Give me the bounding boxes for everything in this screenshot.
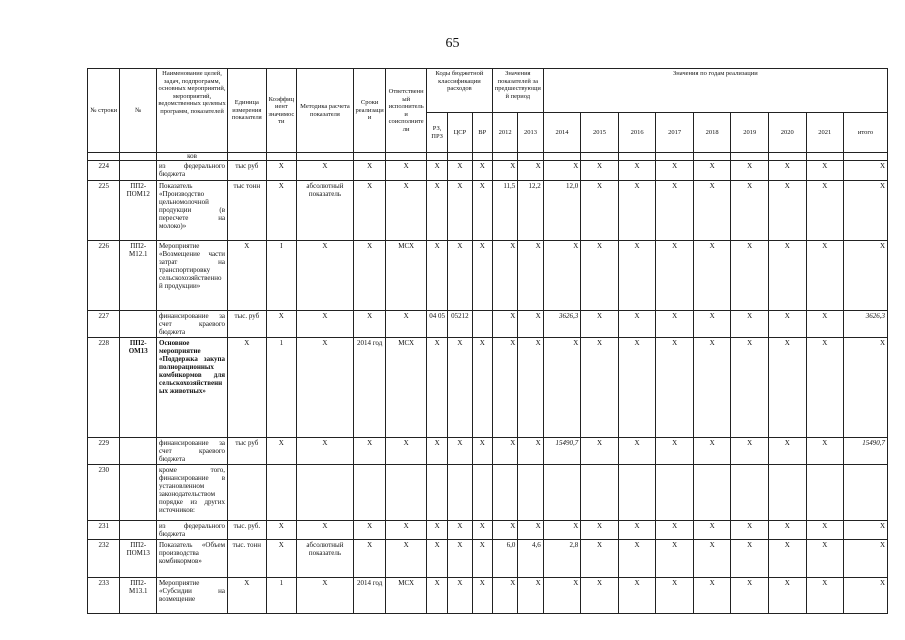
cell-rz: X <box>426 241 447 311</box>
cell-v2019: X <box>731 161 769 181</box>
cell-unit: тыс тонн <box>228 181 267 241</box>
table-row <box>88 311 888 338</box>
header-2021: 2021 <box>806 113 844 153</box>
cell-v2020: X <box>768 338 806 438</box>
cell-v2018: X <box>693 438 731 465</box>
page-number: 65 <box>445 36 460 51</box>
cell-v2013: X <box>518 438 543 465</box>
cell-v2015: X <box>581 311 619 338</box>
cell-v2015: X <box>581 540 619 578</box>
header-total: итого <box>844 113 888 153</box>
cell-v2014: 12,0 <box>543 181 581 241</box>
cell-method: X <box>297 311 354 338</box>
cell-v2013: 12,2 <box>518 181 543 241</box>
cell-code <box>120 521 157 540</box>
header-years: Значения по годам реализации <box>543 69 887 113</box>
cell-vr <box>472 311 492 338</box>
cell-vr: X <box>472 578 492 614</box>
cell-v2017: X <box>656 540 694 578</box>
header-num: № <box>120 69 157 153</box>
cell-vr: X <box>472 338 492 438</box>
cell-coef: X <box>266 181 296 241</box>
cell-unit: X <box>228 338 267 438</box>
cell-rz: X <box>426 338 447 438</box>
cell-total: X <box>844 181 888 241</box>
header-row-tail <box>88 153 888 161</box>
cell-coef: X <box>266 540 296 578</box>
cell-v2020: X <box>768 181 806 241</box>
cell-v2015: X <box>581 338 619 438</box>
cell-v2016: X <box>618 521 656 540</box>
table-row <box>88 161 888 181</box>
cell-resp: X <box>386 161 427 181</box>
header-row-top <box>88 69 888 113</box>
cell-terms: X <box>353 181 385 241</box>
cell-n: 225 <box>88 181 120 241</box>
cell-v2014: X <box>543 578 581 614</box>
cell-v2018 <box>693 465 731 521</box>
cell-terms: X <box>353 540 385 578</box>
cell-v2016 <box>618 465 656 521</box>
cell-method <box>297 465 354 521</box>
cell-name: Мероприятие «Возмещение части затрат на транспортировку сельскохозяйственной продукции» <box>157 241 228 311</box>
cell-v2017: X <box>656 578 694 614</box>
header-2020: 2020 <box>768 113 806 153</box>
cell-n: 232 <box>88 540 120 578</box>
cell-v2013: 4,6 <box>518 540 543 578</box>
cell-v2012: 11,5 <box>492 181 517 241</box>
cell-v2015: X <box>581 521 619 540</box>
cell-unit: X <box>228 241 267 311</box>
cell-v2016: X <box>618 578 656 614</box>
cell-n: 224 <box>88 161 120 181</box>
table-row <box>88 540 888 578</box>
cell-rz: X <box>426 438 447 465</box>
table-row <box>88 241 888 311</box>
cell-v2019: X <box>731 521 769 540</box>
cell-v2020 <box>768 465 806 521</box>
cell-total: X <box>844 338 888 438</box>
cell-rz: X <box>426 161 447 181</box>
header-coef: Коэффициент значимости <box>266 69 296 153</box>
cell-coef: 1 <box>266 338 296 438</box>
cell-v2012: X <box>492 438 517 465</box>
cell-vr: X <box>472 540 492 578</box>
cell-unit: тыс. руб. <box>228 521 267 540</box>
cell-v2018: X <box>693 338 731 438</box>
cell-v2017: X <box>656 338 694 438</box>
cell-v2012: 6,0 <box>492 540 517 578</box>
cell-v2013: X <box>518 338 543 438</box>
cell-v2017: X <box>656 161 694 181</box>
cell-resp: X <box>386 438 427 465</box>
cell-v2021: X <box>806 241 844 311</box>
cell-v2014: X <box>543 241 581 311</box>
cell-vr: X <box>472 438 492 465</box>
cell-v2015 <box>581 465 619 521</box>
cell-n: 229 <box>88 438 120 465</box>
table-row <box>88 521 888 540</box>
cell-n: 231 <box>88 521 120 540</box>
cell-vr: X <box>472 161 492 181</box>
cell-v2017: X <box>656 311 694 338</box>
cell-coef: X <box>266 311 296 338</box>
cell-v2018: X <box>693 161 731 181</box>
cell-coef: X <box>266 521 296 540</box>
cell-resp <box>386 465 427 521</box>
header-codes: Коды бюджетной классификации расходов <box>426 69 492 113</box>
header-2013: 2013 <box>518 113 543 153</box>
cell-total <box>844 465 888 521</box>
cell-v2018: X <box>693 241 731 311</box>
cell-terms: X <box>353 438 385 465</box>
header-method: Методика расчета показателя <box>297 69 354 153</box>
cell-n: 227 <box>88 311 120 338</box>
cell-coef: X <box>266 161 296 181</box>
cell-v2019: X <box>731 540 769 578</box>
cell-coef: X <box>266 438 296 465</box>
cell-v2016: X <box>618 161 656 181</box>
cell-code: ПП2-ПОМ12 <box>120 181 157 241</box>
cell-v2020: X <box>768 438 806 465</box>
cell-unit: тыс. тонн <box>228 540 267 578</box>
cell-rz: X <box>426 578 447 614</box>
cell-rz <box>426 465 447 521</box>
table-row <box>88 465 888 521</box>
cell-total: X <box>844 540 888 578</box>
cell-method: абсолютный показатель <box>297 540 354 578</box>
cell-unit: тыс руб <box>228 438 267 465</box>
cell-vr: X <box>472 521 492 540</box>
header-2017: 2017 <box>656 113 694 153</box>
cell-v2013: X <box>518 521 543 540</box>
cell-n: 230 <box>88 465 120 521</box>
cell-v2019 <box>731 465 769 521</box>
cell-name: Показатель «Объем производства комбикормов» <box>157 540 228 578</box>
cell-vr <box>472 465 492 521</box>
cell-v2017: X <box>656 521 694 540</box>
cell-coef: I <box>266 241 296 311</box>
cell-v2021: X <box>806 578 844 614</box>
table-row <box>88 578 888 614</box>
table-row <box>88 438 888 465</box>
cell-v2017: X <box>656 438 694 465</box>
cell-v2016: X <box>618 241 656 311</box>
cell-v2020: X <box>768 578 806 614</box>
cell-name: Основное мероприятие «Поддержка закупа полнорационных комбикормов для сельскохозяйственных животных» <box>157 338 228 438</box>
cell-coef: 1 <box>266 578 296 614</box>
cell-v2013: X <box>518 161 543 181</box>
header-2014: 2014 <box>543 113 581 153</box>
cell-v2014: X <box>543 161 581 181</box>
cell-v2018: X <box>693 311 731 338</box>
cell-vr: X <box>472 241 492 311</box>
cell-rz: 04 05 <box>426 311 447 338</box>
cell-unit: тыс. руб <box>228 311 267 338</box>
cell-v2021 <box>806 465 844 521</box>
cell-name: из федерального бюджета <box>157 521 228 540</box>
cell-v2021: X <box>806 521 844 540</box>
cell-code <box>120 161 157 181</box>
cell-v2012: X <box>492 578 517 614</box>
cell-v2016: X <box>618 181 656 241</box>
header-2012: 2012 <box>492 113 517 153</box>
cell-name: Мероприятие «Субсидии на возмещение <box>157 578 228 614</box>
cell-csr: X <box>448 521 472 540</box>
cell-v2018: X <box>693 181 731 241</box>
cell-v2015: X <box>581 181 619 241</box>
cell-v2012 <box>492 465 517 521</box>
cell-total: X <box>844 161 888 181</box>
cell-resp: X <box>386 540 427 578</box>
cell-name: финансирование за счет краевого бюджета <box>157 438 228 465</box>
cell-v2018: X <box>693 540 731 578</box>
cell-unit <box>228 465 267 521</box>
cell-v2016: X <box>618 438 656 465</box>
cell-terms: X <box>353 241 385 311</box>
header-2016: 2016 <box>618 113 656 153</box>
cell-terms <box>353 465 385 521</box>
header-2015: 2015 <box>581 113 619 153</box>
cell-v2014: 2,8 <box>543 540 581 578</box>
cell-v2013: X <box>518 311 543 338</box>
header-csr: ЦСР <box>448 113 472 153</box>
cell-csr: X <box>448 338 472 438</box>
header-name: Наименование целей, задач, подпрограмм, основных мероприятий, мероприятий, ведомственных целевых программ, показателей <box>157 69 228 153</box>
header-unit: Единица измерения показателя <box>228 69 267 153</box>
indicators-table <box>87 68 888 614</box>
cell-csr: X <box>448 578 472 614</box>
cell-code: ПП2-М12.1 <box>120 241 157 311</box>
cell-v2021: X <box>806 338 844 438</box>
cell-rz: X <box>426 181 447 241</box>
cell-unit: X <box>228 578 267 614</box>
cell-method: X <box>297 521 354 540</box>
cell-resp: X <box>386 311 427 338</box>
cell-v2017: X <box>656 181 694 241</box>
cell-method: X <box>297 161 354 181</box>
cell-resp: X <box>386 521 427 540</box>
cell-v2018: X <box>693 578 731 614</box>
cell-v2021: X <box>806 438 844 465</box>
cell-unit: тыс руб <box>228 161 267 181</box>
cell-terms: X <box>353 521 385 540</box>
cell-v2015: X <box>581 241 619 311</box>
cell-v2015: X <box>581 578 619 614</box>
cell-v2020: X <box>768 161 806 181</box>
cell-n: 226 <box>88 241 120 311</box>
cell-v2019: X <box>731 578 769 614</box>
cell-name: из федерального бюджета <box>157 161 228 181</box>
cell-terms: X <box>353 311 385 338</box>
header-name-tail: ков <box>157 153 228 161</box>
cell-rz: X <box>426 521 447 540</box>
cell-code: ПП2-М13.1 <box>120 578 157 614</box>
cell-resp: МСХ <box>386 578 427 614</box>
cell-v2019: X <box>731 438 769 465</box>
cell-code <box>120 465 157 521</box>
cell-name: финансирование за счет краевого бюджета <box>157 311 228 338</box>
cell-csr: X <box>448 161 472 181</box>
cell-total: 15490,7 <box>844 438 888 465</box>
cell-code: ПП2-ПОМ13 <box>120 540 157 578</box>
cell-v2018: X <box>693 521 731 540</box>
cell-v2015: X <box>581 161 619 181</box>
cell-v2019: X <box>731 181 769 241</box>
header-vr: ВР <box>472 113 492 153</box>
cell-code: ПП2-ОМ13 <box>120 338 157 438</box>
cell-v2016: X <box>618 540 656 578</box>
cell-v2013: X <box>518 578 543 614</box>
cell-csr: 05212 <box>448 311 472 338</box>
cell-v2012: X <box>492 311 517 338</box>
cell-terms: 2014 год <box>353 578 385 614</box>
header-2019: 2019 <box>731 113 769 153</box>
cell-csr: X <box>448 181 472 241</box>
cell-total: X <box>844 521 888 540</box>
cell-method: X <box>297 338 354 438</box>
cell-v2021: X <box>806 161 844 181</box>
cell-total: X <box>844 241 888 311</box>
table-row <box>88 181 888 241</box>
cell-v2012: X <box>492 241 517 311</box>
cell-v2014: X <box>543 521 581 540</box>
cell-v2021: X <box>806 311 844 338</box>
header-2018: 2018 <box>693 113 731 153</box>
cell-v2019: X <box>731 311 769 338</box>
cell-v2014 <box>543 465 581 521</box>
cell-v2020: X <box>768 241 806 311</box>
cell-v2016: X <box>618 338 656 438</box>
cell-v2019: X <box>731 241 769 311</box>
cell-name: кроме того, финансирование в установленном законодательством порядке из других источников: <box>157 465 228 521</box>
cell-n: 228 <box>88 338 120 438</box>
cell-n: 233 <box>88 578 120 614</box>
cell-total: X <box>844 578 888 614</box>
cell-v2014: 15490,7 <box>543 438 581 465</box>
cell-v2021: X <box>806 181 844 241</box>
cell-name: Показатель «Производство цельномолочной продукции (в пересчете на молоко)» <box>157 181 228 241</box>
header-resp: Ответственный исполнитель и соисполнители <box>386 69 427 153</box>
cell-terms: 2014 год <box>353 338 385 438</box>
cell-terms: X <box>353 161 385 181</box>
cell-csr: X <box>448 540 472 578</box>
cell-v2020: X <box>768 311 806 338</box>
cell-v2017: X <box>656 241 694 311</box>
cell-resp: МСХ <box>386 338 427 438</box>
cell-code <box>120 311 157 338</box>
cell-csr <box>448 465 472 521</box>
cell-v2013: X <box>518 241 543 311</box>
table-row <box>88 338 888 438</box>
header-row-no: № строки <box>88 69 120 153</box>
cell-method: абсолютный показатель <box>297 181 354 241</box>
cell-v2017 <box>656 465 694 521</box>
cell-csr: X <box>448 438 472 465</box>
cell-resp: X <box>386 181 427 241</box>
cell-rz: X <box>426 540 447 578</box>
cell-v2014: X <box>543 338 581 438</box>
cell-v2014: 3626,3 <box>543 311 581 338</box>
cell-v2012: X <box>492 521 517 540</box>
cell-method: X <box>297 578 354 614</box>
cell-v2015: X <box>581 438 619 465</box>
cell-code <box>120 438 157 465</box>
header-terms: Сроки реализации <box>353 69 385 153</box>
cell-v2013 <box>518 465 543 521</box>
cell-v2012: X <box>492 338 517 438</box>
cell-v2012: X <box>492 161 517 181</box>
cell-v2020: X <box>768 540 806 578</box>
header-prev: Значения показателей за предшествующий период <box>492 69 543 113</box>
header-rz: РЗ, ПРЗ <box>426 113 447 153</box>
cell-vr: X <box>472 181 492 241</box>
cell-method: X <box>297 438 354 465</box>
cell-resp: МСХ <box>386 241 427 311</box>
cell-v2021: X <box>806 540 844 578</box>
cell-v2020: X <box>768 521 806 540</box>
cell-csr: X <box>448 241 472 311</box>
cell-v2019: X <box>731 338 769 438</box>
cell-method: X <box>297 241 354 311</box>
cell-coef <box>266 465 296 521</box>
cell-total: 3626,3 <box>844 311 888 338</box>
cell-v2016: X <box>618 311 656 338</box>
